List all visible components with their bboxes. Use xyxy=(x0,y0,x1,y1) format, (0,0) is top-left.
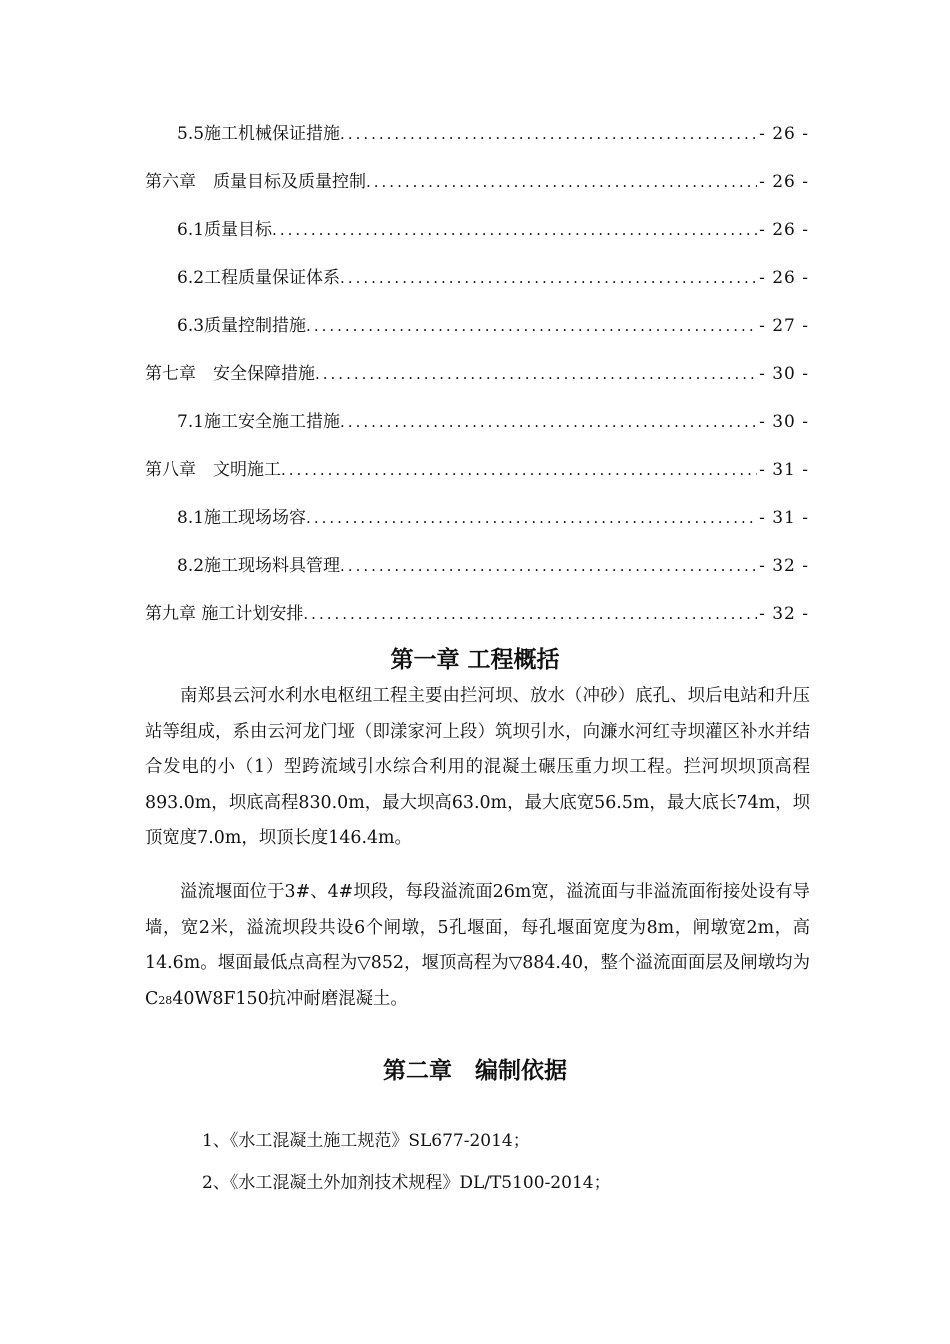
chapter-heading: 第一章 工程概括 xyxy=(390,647,560,673)
toc-entry[interactable] xyxy=(145,170,809,194)
toc-leader-dots xyxy=(366,170,757,194)
toc-entry-title: 7.1施工安全施工措施 xyxy=(177,412,341,432)
chapter-heading: 第二章 编制依据 xyxy=(383,1058,567,1084)
toc-entry-page: - 26 - xyxy=(759,172,809,192)
toc-leader-dots xyxy=(281,458,757,482)
body-paragraph: 南郑县云河水利水电枢纽工程主要由拦河坝、放水（冲砂）底孔、坝后电站和升压站等组成，系由云河龙门垭（即漾家河上段）筑坝引水，向濂水河红寺坝灌区补水并结合发电的小（1）型跨流域引水综合利用的混凝土碾压重力坝工程。拦河坝坝顶高程893.0m，坝底高程830.0m，最大坝高63.0m，最大底宽56.5m，最大底长74m，坝顶宽度7.0m，坝顶长度146.4m。 xyxy=(145,686,810,849)
toc-entry-page: - 31 - xyxy=(759,508,809,528)
toc-entry-title: 第六章 质量目标及质量控制 xyxy=(145,172,366,192)
toc-entry[interactable] xyxy=(177,122,809,146)
toc-entry-title: 6.2工程质量保证体系 xyxy=(177,268,341,288)
toc-entry-title: 第九章 施工计划安排 xyxy=(145,604,304,624)
toc-leader-dots xyxy=(303,602,757,626)
toc-entry-page: - 31 - xyxy=(759,460,809,480)
toc-leader-dots xyxy=(340,410,757,434)
toc-entry-title: 5.5施工机械保证措施 xyxy=(177,124,341,144)
toc-entry-page: - 30 - xyxy=(759,412,809,432)
reference-item: 1、《水工混凝土施工规范》SL677-2014； xyxy=(202,1131,530,1151)
reference-item: 2、《水工混凝土外加剂技术规程》DL/T5100-2014； xyxy=(202,1173,611,1193)
toc-leader-dots xyxy=(340,266,757,290)
toc-entry[interactable] xyxy=(145,362,809,386)
toc-entry-title: 6.1质量目标 xyxy=(177,220,273,240)
toc-entry-title: 6.3质量控制措施 xyxy=(177,316,307,336)
toc-entry[interactable] xyxy=(177,314,809,338)
toc-entry-title: 第七章 安全保障措施 xyxy=(145,364,315,384)
toc-leader-dots xyxy=(340,122,757,146)
body-paragraph xyxy=(145,875,810,1018)
toc-entry-page: - 30 - xyxy=(759,364,809,384)
toc-entry[interactable] xyxy=(177,506,809,530)
toc-entry[interactable] xyxy=(177,554,809,578)
toc-entry-title: 8.2施工现场料具管理 xyxy=(177,556,341,576)
toc-entry-page: - 26 - xyxy=(759,220,809,240)
toc-entry-page: - 26 - xyxy=(759,268,809,288)
toc-entry-title: 8.1施工现场场容 xyxy=(177,508,307,528)
toc-leader-dots xyxy=(272,218,757,242)
toc-entry[interactable] xyxy=(145,602,809,626)
toc-leader-dots xyxy=(306,506,757,530)
toc-leader-dots xyxy=(315,362,757,386)
toc-leader-dots xyxy=(306,314,757,338)
toc-entry-title: 第八章 文明施工 xyxy=(145,460,281,480)
toc-entry-page: - 26 - xyxy=(759,124,809,144)
toc-entry[interactable] xyxy=(177,410,809,434)
toc-leader-dots xyxy=(340,554,757,578)
toc-entry-page: - 32 - xyxy=(759,556,809,576)
toc-entry[interactable] xyxy=(177,266,809,290)
paragraph-text: 溢流堰面位于3#、4#坝段，每段溢流面26m宽，溢流面与非溢流面衔接处设有导墙，宽2米，溢流坝段共设6个闸墩，5孔堰面，每孔堰面宽度为8m，闸墩宽2m，高14.6m。堰面最低点高程为▽852，堰顶高程为▽884.40，整个溢流面面层及闸墩均为C xyxy=(145,882,810,1009)
toc-entry-page: - 32 - xyxy=(759,604,809,624)
subscript-text: 28 xyxy=(158,993,173,1007)
toc-entry[interactable] xyxy=(145,458,809,482)
toc-entry[interactable] xyxy=(177,218,809,242)
toc-entry-page: - 27 - xyxy=(759,316,809,336)
paragraph-text: 40W8F150抗冲耐磨混凝土。 xyxy=(172,988,408,1009)
